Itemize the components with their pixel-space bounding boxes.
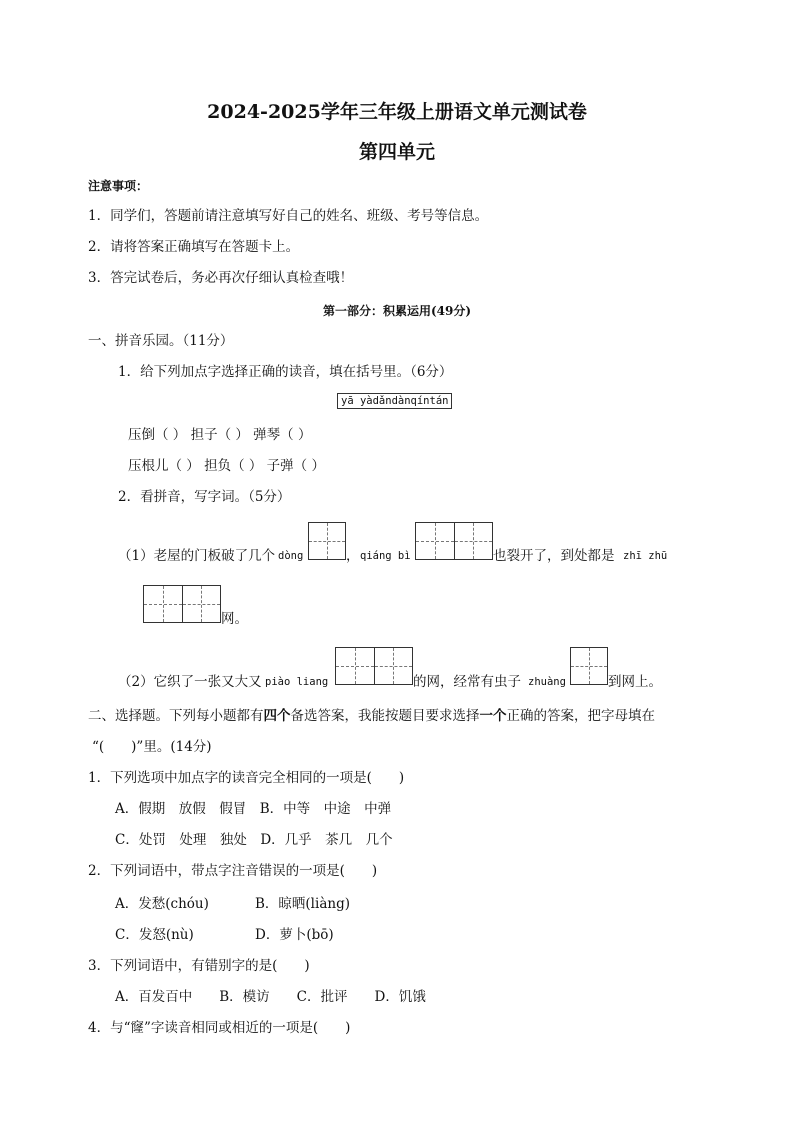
s1-q2-s1-part-a: （1）老屋的门板破了几个	[118, 548, 276, 564]
answer-grid-dong[interactable]	[308, 522, 346, 560]
s2-q1-stem: 1．下列选项中加点字的读音完全相同的一项是( )	[88, 770, 405, 786]
answer-grid-zhizhu[interactable]	[143, 585, 221, 623]
notice-heading: 注意事项：	[88, 179, 149, 193]
pinyin-zhizhu: zhī zhū	[623, 550, 668, 562]
s2-q3-options: A．百发百中 B．模访 C．批评 D．饥饿	[115, 989, 426, 1005]
answer-grid-zhuang[interactable]	[570, 647, 608, 685]
s2-q3-stem: 3．下列词语中，有错别字的是( )	[88, 958, 310, 974]
page-title: 2024-2025学年三年级上册语文单元测试卷	[207, 101, 587, 123]
pinyin-dong: dòng	[278, 550, 304, 562]
pinyin-options-box: yā yàdǎndànqíntán	[337, 393, 452, 409]
s1-q2-s2-part-a: （2）它织了一张又大又	[118, 674, 262, 690]
s1-q1-prompt: 1．给下列加点字选择正确的读音，填在括号里。（6分）	[118, 364, 453, 380]
notice-item-2: 2．请将答案正确填写在答题卡上。	[88, 239, 300, 255]
s2-q2-stem: 2．下列词语中，带点字注音错误的一项是( )	[88, 863, 378, 879]
pinyin-zhuang: zhuàng	[528, 676, 566, 688]
s1-q2-s2-part-b: 的网，经常有虫子	[413, 674, 521, 690]
page-subtitle: 第四单元	[358, 141, 435, 163]
s2-q2-option-a: A．发愁(chóu)	[115, 896, 209, 912]
s1-q2-s1-part-d: 网。	[221, 611, 248, 627]
s1-q2-s2-part-c: 到网上。	[608, 674, 662, 690]
section1-heading: 一、拼音乐园。（11分）	[88, 333, 234, 349]
s2-q4-stem: 4．与“窿”字读音相同或相近的一项是( )	[88, 1020, 351, 1036]
section2-heading-line2: “( )”里。(14分)	[92, 739, 212, 755]
s1-q2-prompt: 2．看拼音，写字词。（5分）	[118, 489, 291, 505]
s1-q2-s1-part-b: ，	[346, 548, 360, 564]
s2-q1-row1: A．假期 放假 假冒 B．中等 中途 中弹	[115, 801, 392, 817]
s2-q2-option-d: D．萝卜(bō)	[255, 927, 334, 943]
notice-item-3: 3．答完试卷后，务必再次仔细认真检查哦！	[88, 270, 354, 286]
answer-grid-qiangbi[interactable]	[415, 522, 493, 560]
section2-heading-bold1: 四个	[263, 708, 291, 724]
answer-grid-piaoliang[interactable]	[335, 647, 413, 685]
notice-item-1: 1．同学们，答题前请注意填写好自己的姓名、班级、考号等信息。	[88, 208, 489, 224]
s1-q2-s1-part-c: 也裂开了，到处都是	[493, 548, 615, 564]
section2-heading-b: 备选答案，我能按题目要求选择	[290, 708, 480, 724]
section2-heading-a: 二、选择题。下列每小题都有	[88, 708, 264, 724]
part1-heading: 第一部分：积累运用(49分)	[322, 304, 472, 318]
s2-q2-option-b: B．晾晒(liàng)	[255, 896, 350, 912]
s2-q2-option-c: C．发怒(nù)	[115, 927, 194, 943]
s1-q1-row2: 压根儿（ ） 担负（ ） 子弹（ ）	[128, 458, 325, 474]
s1-q1-row1: 压倒（ ） 担子（ ） 弹琴（ ）	[128, 427, 312, 443]
section2-heading-bold2: 一个	[479, 708, 507, 724]
section2-heading-c: 正确的答案，把字母填在	[506, 708, 655, 724]
section2-heading	[88, 707, 655, 725]
s2-q1-row2: C．处罚 处理 独处 D．几乎 茶几 几个	[115, 832, 393, 848]
pinyin-qiangbi: qiáng bì	[360, 550, 411, 562]
pinyin-piaoliang: piào liang	[265, 676, 329, 688]
